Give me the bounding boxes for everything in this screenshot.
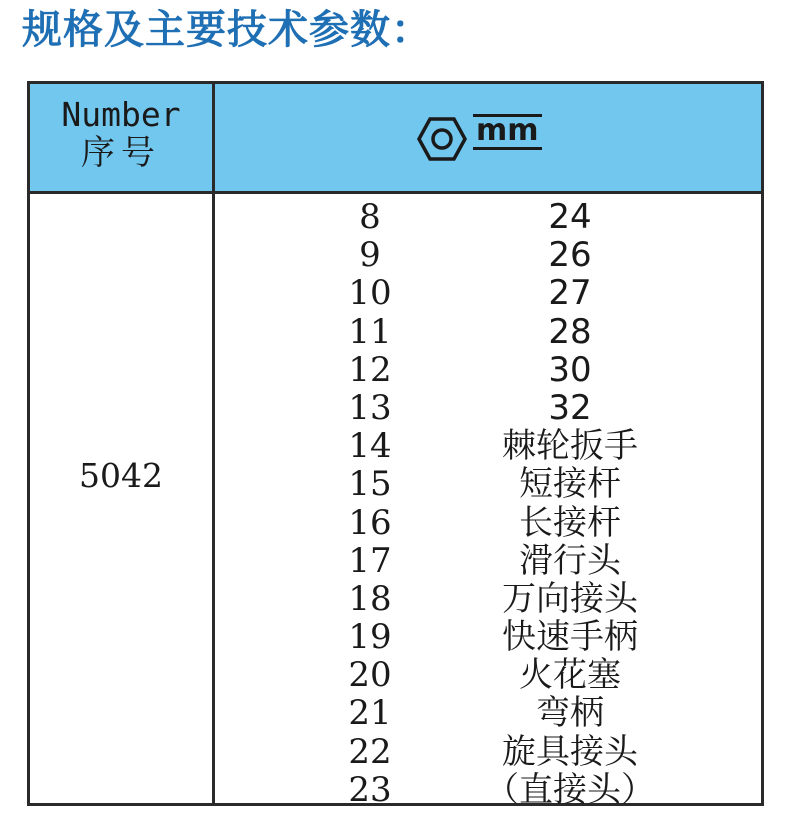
list-item-left: 21 bbox=[348, 693, 392, 734]
header-number-cell bbox=[30, 84, 212, 191]
list-item-left: 22 bbox=[348, 731, 392, 772]
list-item-right: 棘轮扳手 bbox=[502, 426, 638, 467]
size-list-right bbox=[440, 198, 700, 809]
list-item-right: （直接头） bbox=[485, 769, 655, 810]
size-list-left bbox=[315, 198, 425, 809]
list-item-right: 旋具接头 bbox=[502, 731, 638, 772]
list-item-right: 万向接头 bbox=[502, 578, 638, 619]
model-number: 5042 bbox=[79, 456, 163, 495]
list-item-right: 滑行头 bbox=[519, 540, 621, 581]
list-item-left: 12 bbox=[348, 349, 392, 390]
list-item-left: 19 bbox=[348, 617, 392, 658]
header-unit-label: mm bbox=[473, 114, 542, 150]
list-item-right: 27 bbox=[548, 273, 592, 314]
list-item-left: 8 bbox=[359, 197, 381, 237]
list-item-left: 17 bbox=[348, 540, 392, 581]
list-item-left: 16 bbox=[348, 502, 392, 543]
list-item-right: 快速手柄 bbox=[502, 617, 638, 658]
header-number-en: Number bbox=[61, 95, 181, 134]
header-size-cell bbox=[215, 84, 761, 191]
list-item-right: 短接杆 bbox=[519, 464, 621, 505]
list-item-left: 13 bbox=[348, 387, 392, 428]
list-item-left: 9 bbox=[359, 235, 381, 276]
list-item-right: 28 bbox=[548, 311, 592, 352]
page-heading: 规格及主要技术参数： bbox=[22, 7, 432, 53]
list-item-left: 20 bbox=[348, 655, 392, 696]
spec-table bbox=[27, 81, 764, 810]
list-item-left: 23 bbox=[348, 769, 392, 810]
list-item-left: 10 bbox=[348, 273, 392, 314]
list-item-right: 26 bbox=[548, 235, 592, 276]
list-item-right: 弯柄 bbox=[536, 693, 604, 734]
list-item-left: 18 bbox=[348, 578, 392, 619]
list-item-left: 14 bbox=[348, 426, 392, 467]
list-item-right: 30 bbox=[548, 349, 592, 390]
list-item-right: 24 bbox=[548, 197, 592, 237]
list-item-left: 15 bbox=[348, 464, 392, 505]
list-item-left: 11 bbox=[348, 311, 392, 352]
list-item-right: 火花塞 bbox=[519, 655, 621, 696]
column-divider bbox=[212, 84, 215, 803]
header-number-cn: 序号 bbox=[81, 133, 161, 173]
hex-nut-icon bbox=[417, 117, 467, 161]
list-item-right: 32 bbox=[548, 387, 592, 428]
list-item-right: 长接杆 bbox=[519, 502, 621, 543]
